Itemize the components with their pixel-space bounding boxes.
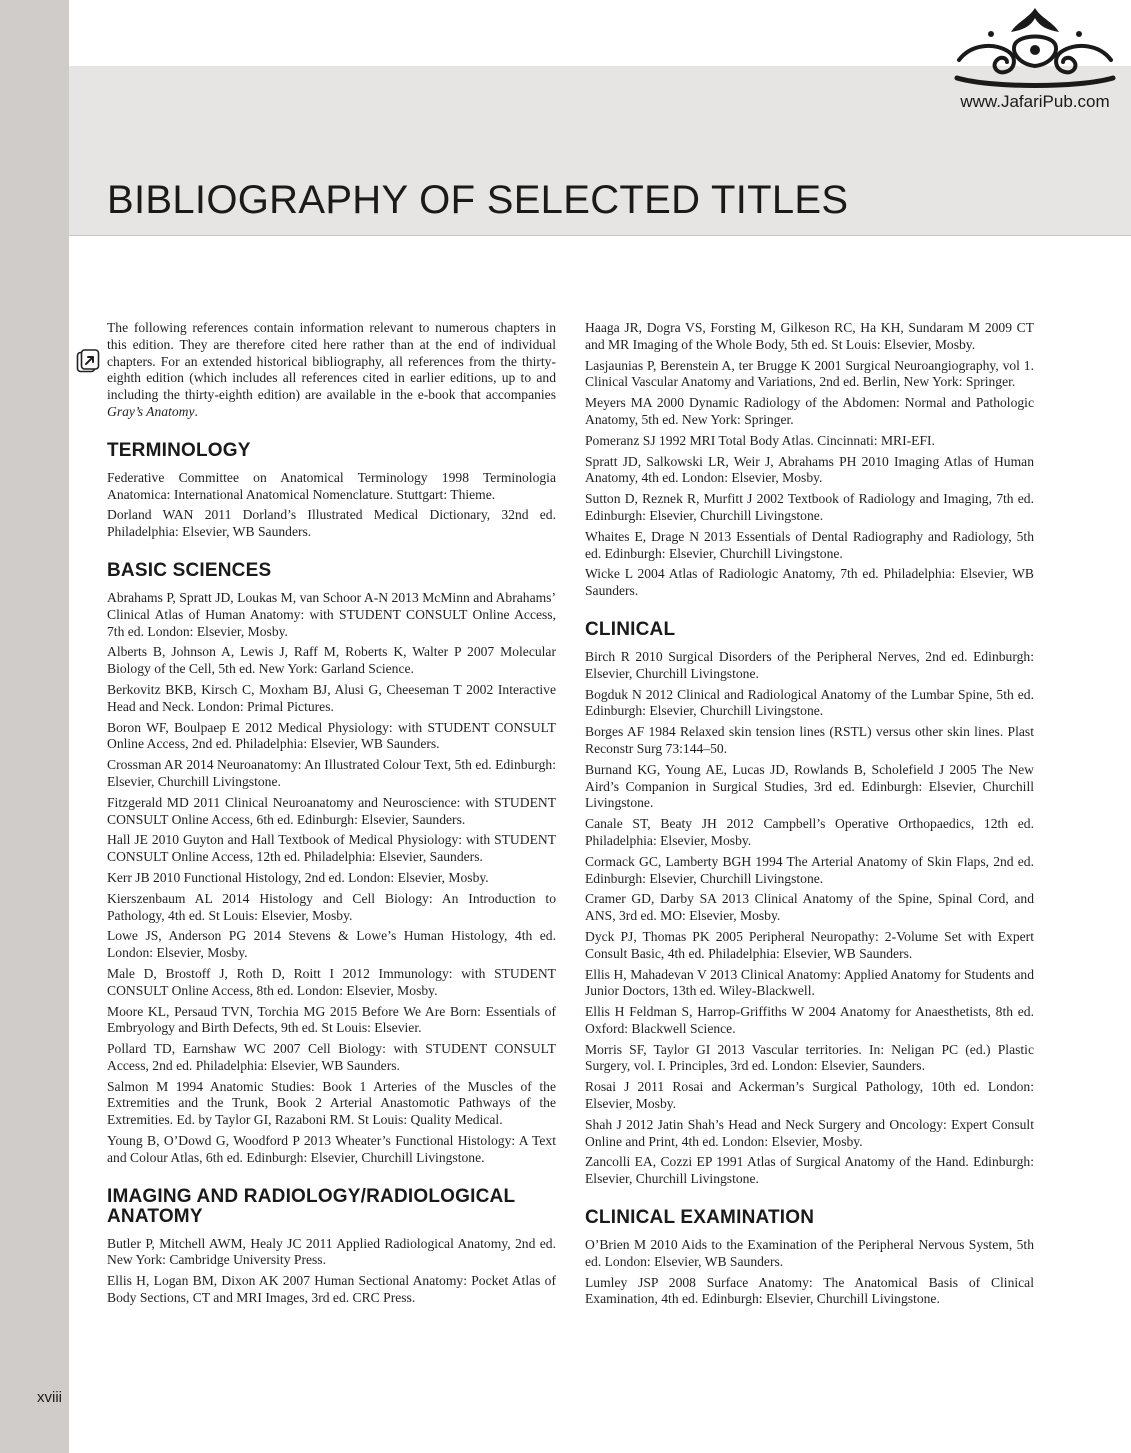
reference-item: Salmon M 1994 Anatomic Studies: Book 1 Arteries of the Muscles of the Extremities and the Trunk, Book 2 Arterial Anastomotic Pathways of the Extremities. Ed. by Taylor GI, Razaboni RM. St Louis: Quality Medical. [107, 1078, 556, 1128]
reference-item: Moore KL, Persaud TVN, Torchia MG 2015 Before We Are Born: Essentials of Embryology and Birth Defects, 9th ed. St Louis: Elsevier. [107, 1003, 556, 1036]
intro-end: . [194, 403, 198, 419]
section-heading-clinical-examination: CLINICAL EXAMINATION [585, 1207, 815, 1229]
reference-item: Borges AF 1984 Relaxed skin tension lines (RSTL) versus other skin lines. Plast Reconstr Surg 73:144–50. [585, 724, 1034, 756]
reference-item: Kerr JB 2010 Functional Histology, 2nd ed. London: Elsevier, Mosby. [107, 869, 489, 885]
reference-item: Whaites E, Drage N 2013 Essentials of Dental Radiography and Radiology, 5th ed. Edinburgh: Elsevier, Churchill Livingstone. [585, 528, 1034, 561]
reference-item: Ellis H Feldman S, Harrop-Griffiths W 2004 Anatomy for Anaesthetists, 8th ed. Oxford: Blackwell Science. [585, 1004, 1034, 1036]
reference-item: Burnand KG, Young AE, Lucas JD, Rowlands B, Scholefield J 2005 The New Aird’s Companion in Surgical Studies, 3rd ed. Edinburgh: Elsevier, Churchill Livingstone. [585, 761, 1034, 811]
reference-item: Canale ST, Beaty JH 2012 Campbell’s Operative Orthopaedics, 12th ed. Philadelphia: Elsevier, Mosby. [585, 816, 1034, 848]
section-imaging-radiology [107, 1187, 556, 1307]
section-heading-basic-sciences: BASIC SCIENCES [107, 559, 272, 581]
reference-item: Ellis H, Mahadevan V 2013 Clinical Anatomy: Applied Anatomy for Students and Junior Doctors, 13th ed. Wiley-Blackwell. [585, 966, 1034, 999]
reference-item: Shah J 2012 Jatin Shah’s Head and Neck Surgery and Oncology: Expert Consult Online and Print, 4th ed. London: Elsevier, Mosby. [585, 1116, 1034, 1149]
reference-item: Birch R 2010 Surgical Disorders of the Peripheral Nerves, 2nd ed. Edinburgh: Elsevier, Churchill Livingstone. [585, 648, 1034, 681]
reference-item: Dorland WAN 2011 Dorland’s Illustrated Medical Dictionary, 32nd ed. Philadelphia: Elsevier, WB Saunders. [107, 507, 556, 540]
reference-item: Morris SF, Taylor GI 2013 Vascular territories. In: Neligan PC (ed.) Plastic Surgery, vol. I. Principles, 3rd ed. London: Elsevier, Saunders. [585, 1041, 1034, 1074]
section-heading-terminology: TERMINOLOGY [107, 439, 251, 461]
ebook-icon[interactable] [76, 349, 100, 373]
reference-item: Crossman AR 2014 Neuroanatomy: An Illustrated Colour Text, 5th ed. Edinburgh: Elsevier, Churchill Livingstone. [107, 757, 556, 789]
publisher-url[interactable]: www.JafariPub.com [960, 92, 1110, 111]
reference-item: Kierszenbaum AL 2014 Histology and Cell Biology: An Introduction to Pathology, 4th ed. St Louis: Elsevier, Mosby. [107, 890, 556, 923]
reference-item: Sutton D, Reznek R, Murfitt J 2002 Textbook of Radiology and Imaging, 7th ed. Edinburgh: Elsevier, Churchill Livingstone. [585, 491, 1034, 523]
reference-item: Alberts B, Johnson A, Lewis J, Raff M, Roberts K, Walter P 2007 Molecular Biology of the Cell, 5th ed. New York: Garland Science. [107, 644, 556, 677]
reference-item: Dyck PJ, Thomas PK 2005 Peripheral Neuropathy: 2-Volume Set with Expert Consult Basic, 4th ed. Philadelphia: Elsevier, WB Saunders. [585, 928, 1034, 961]
reference-item: Lumley JSP 2008 Surface Anatomy: The Anatomical Basis of Clinical Examination, 4th ed. Edinburgh: Elsevier, Churchill Livingstone. [585, 1274, 1034, 1307]
reference-item: Young B, O’Dowd G, Woodford P 2013 Wheater’s Functional Histology: A Text and Colour Atlas, 6th ed. Edinburgh: Elsevier, Churchill Livingstone. [107, 1133, 556, 1165]
reference-item: O’Brien M 2010 Aids to the Examination of the Peripheral Nervous System, 5th ed. London: Elsevier, WB Saunders. [585, 1237, 1034, 1269]
reference-item: Fitzgerald MD 2011 Clinical Neuroanatomy and Neuroscience: with STUDENT CONSULT Online Access, 6th ed. Edinburgh: Elsevier, Saunders. [107, 794, 556, 827]
page-margin-sidebar [0, 0, 69, 1453]
reference-item: Berkovitz BKB, Kirsch C, Moxham BJ, Alusi G, Cheeseman T 2002 Interactive Head and Neck. London: Primal Pictures. [107, 681, 556, 714]
right-column [585, 320, 1034, 1312]
page-title: BIBLIOGRAPHY OF SELECTED TITLES [107, 178, 849, 222]
reference-item: Pomeranz SJ 1992 MRI Total Body Atlas. Cincinnati: MRI-EFI. [585, 432, 935, 448]
reference-item: Zancolli EA, Cozzi EP 1991 Atlas of Surgical Anatomy of the Hand. Edinburgh: Elsevier, Churchill Livingstone. [585, 1154, 1034, 1187]
reference-item: Wicke L 2004 Atlas of Radiologic Anatomy, 7th ed. Philadelphia: Elsevier, WB Saunders. [585, 566, 1034, 599]
reference-item: Abrahams P, Spratt JD, Loukas M, van Schoor A-N 2013 McMinn and Abrahams’ Clinical Atlas of Human Anatomy: with STUDENT CONSULT Online Access, 7th ed. London: Elsevier, Mosby. [107, 589, 556, 639]
publisher-logo [945, 4, 1125, 122]
section-basic-sciences [107, 561, 556, 1167]
reference-item: Rosai J 2011 Rosai and Ackerman’s Surgical Pathology, 10th ed. London: Elsevier, Mosby. [585, 1079, 1034, 1112]
title-rule [69, 235, 1131, 236]
reference-item: Cramer GD, Darby SA 2013 Clinical Anatomy of the Spine, Spinal Cord, and ANS, 3rd ed. MO: Elsevier, Mosby. [585, 891, 1034, 924]
intro-paragraph [107, 320, 556, 421]
reference-item: Cormack GC, Lamberty BGH 1994 The Arterial Anatomy of Skin Flaps, 2nd ed. Edinburgh: Elsevier, Churchill Livingstone. [585, 853, 1034, 886]
section-clinical-examination [585, 1208, 1034, 1308]
reference-item: Haaga JR, Dogra VS, Forsting M, Gilkeson RC, Ha KH, Sundaram M 2009 CT and MR Imaging of the Whole Body, 5th ed. St Louis: Elsevier, Mosby. [585, 320, 1034, 352]
reference-item: Ellis H, Logan BM, Dixon AK 2007 Human Sectional Anatomy: Pocket Atlas of Body Sections, CT and MRI Images, 3rd ed. CRC Press. [107, 1273, 556, 1306]
section-heading-imaging-radiology: IMAGING AND RADIOLOGY/RADIOLOGICAL ANATOMY [107, 1185, 515, 1227]
intro-text: The following references contain information relevant to numerous chapters in this edition. They are therefore cited here rather than at the end of individual chapters. For an extended historical bibliography, all references from the thirty-eighth edition (which includes all references cited in earlier editions, up to and including the thirty-eighth edition) are available in the e-book that accompanies [107, 320, 556, 403]
reference-item: Male D, Brostoff J, Roth D, Roitt I 2012 Immunology: with STUDENT CONSULT Online Access, 8th ed. London: Elsevier, Mosby. [107, 965, 556, 998]
reference-item: Butler P, Mitchell AWM, Healy JC 2011 Applied Radiological Anatomy, 2nd ed. New York: Cambridge University Press. [107, 1235, 556, 1268]
reference-item: Meyers MA 2000 Dynamic Radiology of the Abdomen: Normal and Pathologic Anatomy, 5th ed. New York: Springer. [585, 395, 1034, 427]
reference-item: Lowe JS, Anderson PG 2014 Stevens & Lowe’s Human Histology, 4th ed. London: Elsevier, Mosby. [107, 928, 556, 961]
reference-item: Pollard TD, Earnshaw WC 2007 Cell Biology: with STUDENT CONSULT Access, 2nd ed. Philadelphia: Elsevier, WB Saunders. [107, 1041, 556, 1073]
reference-item: Hall JE 2010 Guyton and Hall Textbook of Medical Physiology: with STUDENT CONSULT Online Access, 12th ed. Philadelphia: Elsevier, Saunders. [107, 832, 556, 865]
publisher-emblem-icon [951, 4, 1119, 90]
reference-item: Federative Committee on Anatomical Terminology 1998 Terminologia Anatomica: International Anatomical Nomenclature. Stuttgart: Thieme. [107, 469, 556, 502]
reference-item: Bogduk N 2012 Clinical and Radiological Anatomy of the Lumbar Spine, 5th ed. Edinburgh: Elsevier, Churchill Livingstone. [585, 686, 1034, 719]
section-terminology [107, 441, 556, 541]
reference-item: Boron WF, Boulpaep E 2012 Medical Physiology: with STUDENT CONSULT Online Access, 2nd ed. Philadelphia: Elsevier, WB Saunders. [107, 719, 556, 752]
reference-item: Lasjaunias P, Berenstein A, ter Brugge K 2001 Surgical Neuroangiography, vol 1. Clinical Vascular Anatomy and Variations, 2nd ed. Berlin, New York: Springer. [585, 357, 1034, 390]
page-number: xviii [37, 1389, 62, 1406]
section-heading-clinical: CLINICAL [585, 618, 676, 640]
section-clinical [585, 620, 1034, 1188]
reference-item: Spratt JD, Salkowski LR, Weir J, Abrahams PH 2010 Imaging Atlas of Human Anatomy, 4th ed. London: Elsevier, Mosby. [585, 453, 1034, 486]
intro-book-title: Gray’s Anatomy [107, 403, 195, 419]
left-column [107, 320, 556, 1311]
